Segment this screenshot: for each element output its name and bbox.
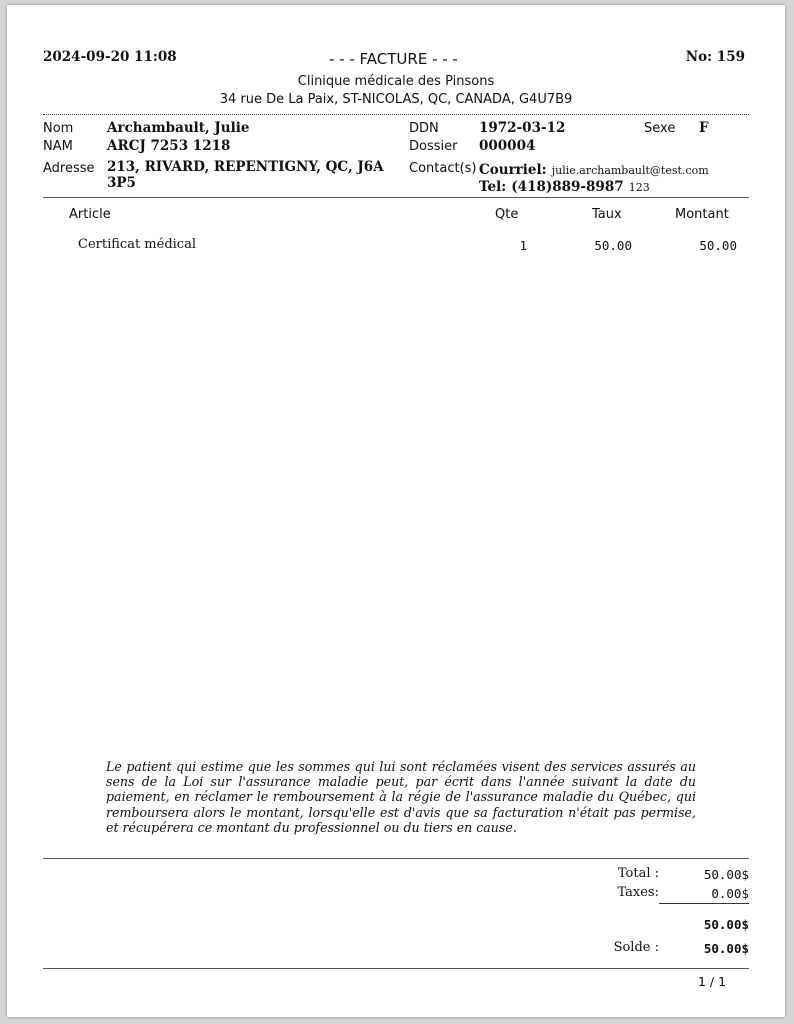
patient-email: julie.archambault@test.com [551, 164, 709, 177]
item-rate: 50.00 [594, 238, 632, 253]
legal-notice: Le patient qui estime que les sommes qui lui sont réclamées visent des services assurés au sens de la Loi sur l'assurance maladie peut, par écrit dans l'année suivant la date du paiement, en réclamer le remboursement à la régie de l'assurance maladie du Québec, qui remboursera alors le montant, lorsqu'elle est d'avis que sa facturation n'était pas permise, et récupérera ce montant du professionnel ou du tiers en cause. [106, 759, 696, 835]
item-amount: 50.00 [699, 238, 737, 253]
clinic-address: 34 rue De La Paix, ST-NICOLAS, QC, CANADA, G4U7B9 [219, 92, 573, 107]
totals-divider [43, 858, 749, 859]
col-header-rate: Taux [592, 207, 622, 222]
item-qty: 1 [519, 238, 527, 253]
balance-label: Solde : [613, 940, 659, 955]
col-header-article: Article [69, 207, 111, 222]
invoice-number: No: 159 [685, 49, 745, 65]
patient-nam: ARCJ 7253 1218 [107, 138, 231, 154]
tel-label: Tel: [479, 179, 507, 195]
grand-total-value: 50.00$ [703, 917, 749, 932]
patient-address-line2: 3P5 [107, 175, 136, 191]
taxes-value: 0.00$ [711, 886, 749, 901]
patient-tel-ext: 123 [628, 181, 650, 194]
patient-tel: (418)889-8987 [511, 179, 624, 195]
footer-divider [43, 968, 749, 969]
page-number: 1 / 1 [698, 974, 727, 989]
name-label: Nom [43, 121, 74, 136]
patient-ddn: 1972-03-12 [479, 120, 566, 136]
contact-label: Contact(s) [409, 161, 477, 176]
nam-label: NAM [43, 139, 73, 154]
patient-divider [43, 197, 749, 198]
sex-label: Sexe [644, 121, 676, 136]
patient-name: Archambault, Julie [107, 120, 250, 136]
subtotal-line [659, 903, 749, 904]
patient-address-line1: 213, RIVARD, REPENTIGNY, QC, J6A [107, 159, 384, 175]
header-divider [43, 114, 749, 115]
invoice-datetime: 2024-09-20 11:08 [43, 49, 177, 65]
contact-tel-line [479, 176, 650, 195]
total-label: Total : [617, 866, 659, 881]
address-label: Adresse [43, 161, 95, 176]
item-article: Certificat médical [78, 237, 196, 252]
email-label: Courriel: [479, 162, 547, 178]
clinic-name: Clinique médicale des Pinsons [297, 74, 495, 89]
patient-file: 000004 [479, 138, 536, 154]
ddn-label: DDN [409, 121, 439, 136]
balance-value: 50.00$ [703, 941, 749, 956]
patient-sex: F [699, 120, 709, 136]
taxes-label: Taxes: [617, 885, 659, 900]
invoice-page [7, 5, 785, 1017]
col-header-qty: Qte [495, 207, 519, 222]
col-header-amount: Montant [675, 207, 729, 222]
file-label: Dossier [409, 139, 458, 154]
invoice-title: - - - FACTURE - - - [329, 50, 458, 68]
total-value: 50.00$ [703, 867, 749, 882]
